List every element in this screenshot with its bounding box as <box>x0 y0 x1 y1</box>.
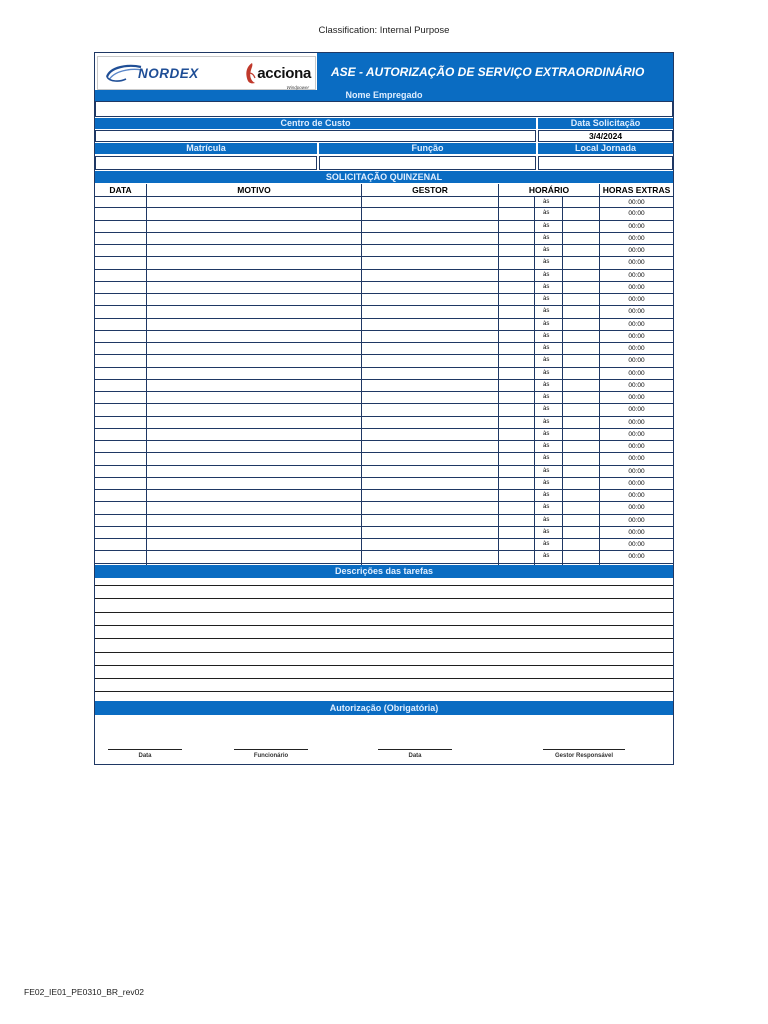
table-row <box>95 368 673 380</box>
data-cell[interactable] <box>95 233 147 244</box>
data-solicitacao-label: Data Solicitação <box>538 118 673 129</box>
data-cell[interactable] <box>95 294 147 305</box>
horas-extras-cell: 00:00 <box>628 271 645 279</box>
data-cell[interactable] <box>95 392 147 403</box>
as-label: às <box>535 282 563 293</box>
horario-inicio-cell[interactable] <box>499 441 535 452</box>
horario-fim-cell[interactable] <box>563 490 600 501</box>
horas-extras-cell: 00:00 <box>628 222 645 230</box>
horas-extras-cell: 00:00 <box>628 406 645 414</box>
local-jornada-label: Local Jornada <box>538 143 673 154</box>
horario-inicio-cell[interactable] <box>499 233 535 244</box>
signature-gestor[interactable] <box>541 749 627 759</box>
gestor-cell[interactable] <box>362 221 499 232</box>
motivo-cell[interactable] <box>147 368 362 379</box>
motivo-cell[interactable] <box>147 490 362 501</box>
nome-empregado-label: Nome Empregado <box>95 90 673 101</box>
table-row <box>95 453 673 465</box>
table-row <box>95 306 673 318</box>
description-line <box>95 585 673 586</box>
horario-fim-cell[interactable] <box>563 282 600 293</box>
data-cell[interactable] <box>95 197 147 207</box>
as-label: às <box>535 319 563 330</box>
horario-inicio-cell[interactable] <box>499 380 535 391</box>
horario-inicio-cell[interactable] <box>499 368 535 379</box>
signature-data-2[interactable] <box>377 749 453 759</box>
signature-funcionario[interactable] <box>233 749 309 759</box>
horas-extras-cell: 00:00 <box>628 516 645 524</box>
horario-fim-cell[interactable] <box>563 331 600 342</box>
as-label: às <box>535 527 563 538</box>
col-motivo: MOTIVO <box>147 184 362 196</box>
horario-fim-cell[interactable] <box>563 355 600 366</box>
matricula-field[interactable] <box>95 156 317 170</box>
horario-inicio-cell[interactable] <box>499 466 535 477</box>
data-cell[interactable] <box>95 319 147 330</box>
data-cell[interactable] <box>95 355 147 366</box>
horario-fim-cell[interactable] <box>563 221 600 232</box>
data-cell[interactable] <box>95 466 147 477</box>
horario-fim-cell[interactable] <box>563 417 600 428</box>
gestor-cell[interactable] <box>362 270 499 281</box>
gestor-cell[interactable] <box>362 527 499 538</box>
horas-extras-cell: 00:00 <box>628 320 645 328</box>
gestor-cell[interactable] <box>362 539 499 550</box>
horario-inicio-cell[interactable] <box>499 478 535 489</box>
col-gestor: GESTOR <box>362 184 499 196</box>
table-row <box>95 466 673 478</box>
data-cell[interactable] <box>95 245 147 256</box>
horario-fim-cell[interactable] <box>563 245 600 256</box>
horas-extras-cell: 00:00 <box>628 357 645 365</box>
horas-extras-cell: 00:00 <box>628 296 645 303</box>
horario-fim-cell[interactable] <box>563 392 600 403</box>
table-row <box>95 282 673 294</box>
horario-inicio-cell[interactable] <box>499 417 535 428</box>
motivo-cell[interactable] <box>147 404 362 415</box>
as-label: às <box>535 197 563 207</box>
table-row <box>95 221 673 233</box>
centro-custo-field[interactable] <box>95 130 536 142</box>
data-cell[interactable] <box>95 417 147 428</box>
overtime-table <box>95 196 673 576</box>
data-cell[interactable] <box>95 429 147 440</box>
gestor-cell[interactable] <box>362 368 499 379</box>
horario-fim-cell[interactable] <box>563 270 600 281</box>
table-row <box>95 294 673 306</box>
horario-fim-cell[interactable] <box>563 306 600 317</box>
as-label: às <box>535 245 563 256</box>
horario-inicio-cell[interactable] <box>499 245 535 256</box>
as-label: às <box>535 294 563 305</box>
as-label: às <box>535 343 563 354</box>
description-line <box>95 612 673 613</box>
motivo-cell[interactable] <box>147 319 362 330</box>
motivo-cell[interactable] <box>147 331 362 342</box>
description-line <box>95 652 673 653</box>
horas-extras-cell: 00:00 <box>628 418 645 426</box>
gestor-cell[interactable] <box>362 355 499 366</box>
description-line <box>95 665 673 666</box>
as-label: às <box>535 539 563 550</box>
description-line <box>95 691 673 692</box>
table-row <box>95 233 673 245</box>
table-row <box>95 196 673 208</box>
motivo-cell[interactable] <box>147 515 362 526</box>
signature-label: Funcionário <box>253 753 289 759</box>
horas-extras-cell: 00:00 <box>628 345 645 352</box>
motivo-cell[interactable] <box>147 245 362 256</box>
funcao-field[interactable] <box>319 156 536 170</box>
data-cell[interactable] <box>95 306 147 317</box>
gestor-cell[interactable] <box>362 294 499 305</box>
motivo-cell[interactable] <box>147 197 362 207</box>
motivo-cell[interactable] <box>147 417 362 428</box>
table-row <box>95 417 673 429</box>
table-row <box>95 245 673 257</box>
as-label: às <box>535 441 563 452</box>
gestor-cell[interactable] <box>362 331 499 342</box>
horario-inicio-cell[interactable] <box>499 331 535 342</box>
autorizacao-label: Autorização (Obrigatória) <box>95 701 673 715</box>
gestor-cell[interactable] <box>362 441 499 452</box>
table-row <box>95 527 673 539</box>
col-data: DATA <box>95 184 147 196</box>
as-label: às <box>535 221 563 232</box>
horario-fim-cell[interactable] <box>563 429 600 440</box>
horario-fim-cell[interactable] <box>563 380 600 391</box>
horario-fim-cell[interactable] <box>563 294 600 305</box>
data-cell[interactable] <box>95 221 147 232</box>
motivo-cell[interactable] <box>147 441 362 452</box>
motivo-cell[interactable] <box>147 221 362 232</box>
gestor-cell[interactable] <box>362 392 499 403</box>
horas-extras-cell: 00:00 <box>628 455 645 463</box>
description-line <box>95 625 673 626</box>
description-line <box>95 678 673 679</box>
gestor-cell[interactable] <box>362 208 499 219</box>
data-cell[interactable] <box>95 441 147 452</box>
as-label: às <box>535 466 563 477</box>
data-cell[interactable] <box>95 282 147 293</box>
data-cell[interactable] <box>95 331 147 342</box>
horario-inicio-cell[interactable] <box>499 319 535 330</box>
horas-extras-cell: 00:00 <box>628 394 645 401</box>
classification-label: Classification: Internal Purpose <box>318 25 450 36</box>
horario-inicio-cell[interactable] <box>499 306 535 317</box>
data-cell[interactable] <box>95 478 147 489</box>
table-header <box>95 184 673 196</box>
data-cell[interactable] <box>95 404 147 415</box>
description-line <box>95 598 673 599</box>
acciona-subtitle: Windpower <box>286 85 309 90</box>
as-label: às <box>535 257 563 268</box>
horario-fim-cell[interactable] <box>563 466 600 477</box>
motivo-cell[interactable] <box>147 294 362 305</box>
as-label: às <box>535 233 563 244</box>
horas-extras-cell: 00:00 <box>628 259 645 267</box>
horario-fim-cell[interactable] <box>563 527 600 538</box>
horario-inicio-cell[interactable] <box>499 343 535 354</box>
motivo-cell[interactable] <box>147 429 362 440</box>
horario-inicio-cell[interactable] <box>499 453 535 464</box>
as-label: às <box>535 270 563 281</box>
document-code: FE02_IE01_PE0310_BR_rev02 <box>24 987 145 997</box>
motivo-cell[interactable] <box>147 343 362 354</box>
horario-fim-cell[interactable] <box>563 441 600 452</box>
form-title: ASE - AUTORIZAÇÃO DE SERVIÇO EXTRAORDINÁRIO <box>317 53 673 90</box>
horas-extras-cell: 00:00 <box>628 541 645 548</box>
as-label: às <box>535 429 563 440</box>
data-cell[interactable] <box>95 368 147 379</box>
horas-extras-cell: 00:00 <box>628 283 645 291</box>
motivo-cell[interactable] <box>147 539 362 550</box>
horas-extras-cell: 00:00 <box>628 332 645 340</box>
nome-empregado-field[interactable] <box>95 101 673 117</box>
table-row <box>95 539 673 551</box>
motivo-cell[interactable] <box>147 282 362 293</box>
data-cell[interactable] <box>95 453 147 464</box>
horario-fim-cell[interactable] <box>563 257 600 268</box>
table-row <box>95 380 673 392</box>
table-row <box>95 515 673 527</box>
table-row <box>95 429 673 441</box>
col-horas-extras: HORAS EXTRAS <box>602 185 671 195</box>
horario-inicio-cell[interactable] <box>499 502 535 513</box>
as-label: às <box>535 551 563 562</box>
centro-custo-label: Centro de Custo <box>95 118 536 129</box>
as-label: às <box>535 404 563 415</box>
as-label: às <box>535 392 563 403</box>
horario-fim-cell[interactable] <box>563 551 600 562</box>
horario-inicio-cell[interactable] <box>499 221 535 232</box>
motivo-cell[interactable] <box>147 392 362 403</box>
gestor-cell[interactable] <box>362 429 499 440</box>
gestor-cell[interactable] <box>362 502 499 513</box>
data-cell[interactable] <box>95 270 147 281</box>
gestor-cell[interactable] <box>362 380 499 391</box>
col-horario: HORÁRIO <box>499 184 600 196</box>
as-label: às <box>535 208 563 219</box>
motivo-cell[interactable] <box>147 355 362 366</box>
horario-inicio-cell[interactable] <box>499 490 535 501</box>
gestor-cell[interactable] <box>362 233 499 244</box>
ase-form <box>94 52 674 765</box>
horario-inicio-cell[interactable] <box>499 404 535 415</box>
horario-inicio-cell[interactable] <box>499 429 535 440</box>
horario-fim-cell[interactable] <box>563 343 600 354</box>
motivo-cell[interactable] <box>147 208 362 219</box>
horario-fim-cell[interactable] <box>563 478 600 489</box>
table-row <box>95 478 673 490</box>
horario-fim-cell[interactable] <box>563 319 600 330</box>
as-label: às <box>535 490 563 501</box>
as-label: às <box>535 478 563 489</box>
nordex-logo <box>104 57 199 89</box>
table-row <box>95 208 673 220</box>
horario-fim-cell[interactable] <box>563 539 600 550</box>
horas-extras-cell: 00:00 <box>628 467 645 475</box>
data-cell[interactable] <box>95 343 147 354</box>
description-line <box>95 638 673 639</box>
horario-inicio-cell[interactable] <box>499 355 535 366</box>
motivo-cell[interactable] <box>147 466 362 477</box>
gestor-cell[interactable] <box>362 515 499 526</box>
as-label: às <box>535 355 563 366</box>
motivo-cell[interactable] <box>147 257 362 268</box>
gestor-cell[interactable] <box>362 319 499 330</box>
horario-fim-cell[interactable] <box>563 515 600 526</box>
horario-inicio-cell[interactable] <box>499 270 535 281</box>
gestor-cell[interactable] <box>362 551 499 562</box>
table-row <box>95 551 673 563</box>
gestor-cell[interactable] <box>362 490 499 501</box>
horas-extras-cell: 00:00 <box>628 504 645 512</box>
horas-extras-cell: 00:00 <box>628 381 645 389</box>
horario-inicio-cell[interactable] <box>499 282 535 293</box>
gestor-cell[interactable] <box>362 466 499 477</box>
data-cell[interactable] <box>95 539 147 550</box>
form-header <box>95 53 673 90</box>
as-label: às <box>535 306 563 317</box>
descricoes-label: Descrições das tarefas <box>95 565 673 578</box>
motivo-cell[interactable] <box>147 270 362 281</box>
horas-extras-cell: 00:00 <box>628 199 645 206</box>
table-row <box>95 355 673 367</box>
gestor-cell[interactable] <box>362 306 499 317</box>
motivo-cell[interactable] <box>147 502 362 513</box>
horas-extras-cell: 00:00 <box>628 247 645 254</box>
horas-extras-cell: 00:00 <box>628 443 645 450</box>
horario-inicio-cell[interactable] <box>499 515 535 526</box>
horario-inicio-cell[interactable] <box>499 539 535 550</box>
horas-extras-cell: 00:00 <box>628 528 645 536</box>
autorizacao-area <box>95 715 673 765</box>
horario-fim-cell[interactable] <box>563 368 600 379</box>
descricoes-area[interactable] <box>95 579 673 702</box>
gestor-cell[interactable] <box>362 404 499 415</box>
local-jornada-field[interactable] <box>538 156 673 170</box>
horario-inicio-cell[interactable] <box>499 527 535 538</box>
motivo-cell[interactable] <box>147 306 362 317</box>
horario-inicio-cell[interactable] <box>499 294 535 305</box>
data-cell[interactable] <box>95 208 147 219</box>
horas-extras-cell: 00:00 <box>628 553 645 561</box>
motivo-cell[interactable] <box>147 233 362 244</box>
horario-fim-cell[interactable] <box>563 453 600 464</box>
table-row <box>95 270 673 282</box>
signature-data-1[interactable] <box>107 749 183 759</box>
motivo-cell[interactable] <box>147 380 362 391</box>
gestor-cell[interactable] <box>362 197 499 207</box>
acciona-logo <box>243 61 311 90</box>
horario-inicio-cell[interactable] <box>499 257 535 268</box>
horas-extras-cell: 00:00 <box>628 492 645 499</box>
as-label: às <box>535 368 563 379</box>
table-row <box>95 490 673 502</box>
table-row <box>95 257 673 269</box>
data-cell[interactable] <box>95 257 147 268</box>
as-label: às <box>535 515 563 526</box>
horas-extras-cell: 00:00 <box>628 369 645 377</box>
table-row <box>95 441 673 453</box>
horario-fim-cell[interactable] <box>563 233 600 244</box>
horas-extras-cell: 00:00 <box>628 308 645 316</box>
horario-fim-cell[interactable] <box>563 208 600 219</box>
table-row <box>95 404 673 416</box>
gestor-cell[interactable] <box>362 282 499 293</box>
horas-extras-cell: 00:00 <box>628 430 645 438</box>
data-cell[interactable] <box>95 551 147 562</box>
horario-inicio-cell[interactable] <box>499 551 535 562</box>
nordex-wordmark: NORDEX <box>138 65 199 81</box>
motivo-cell[interactable] <box>147 551 362 562</box>
acciona-wordmark: acciona <box>257 64 311 82</box>
table-row <box>95 502 673 514</box>
horario-inicio-cell[interactable] <box>499 208 535 219</box>
gestor-cell[interactable] <box>362 245 499 256</box>
horario-inicio-cell[interactable] <box>499 392 535 403</box>
as-label: às <box>535 502 563 513</box>
table-row <box>95 392 673 404</box>
funcao-label: Função <box>319 143 536 154</box>
as-label: às <box>535 331 563 342</box>
horario-fim-cell[interactable] <box>563 197 600 207</box>
as-label: às <box>535 380 563 391</box>
signature-label: Data <box>138 753 152 759</box>
horario-inicio-cell[interactable] <box>499 197 535 207</box>
signature-label: Gestor Responsável <box>554 753 614 759</box>
data-cell[interactable] <box>95 380 147 391</box>
horario-fim-cell[interactable] <box>563 502 600 513</box>
motivo-cell[interactable] <box>147 453 362 464</box>
solicitacao-quinzenal-label: SOLICITAÇÃO QUINZENAL <box>95 171 673 183</box>
acciona-leaf-icon <box>243 61 257 85</box>
logo-box <box>97 56 316 90</box>
table-row <box>95 331 673 343</box>
as-label: às <box>535 417 563 428</box>
signature-label: Data <box>408 753 422 759</box>
gestor-cell[interactable] <box>362 343 499 354</box>
horario-fim-cell[interactable] <box>563 404 600 415</box>
motivo-cell[interactable] <box>147 478 362 489</box>
matricula-label: Matrícula <box>95 143 317 154</box>
gestor-cell[interactable] <box>362 257 499 268</box>
table-row <box>95 319 673 331</box>
gestor-cell[interactable] <box>362 478 499 489</box>
data-cell[interactable] <box>95 515 147 526</box>
motivo-cell[interactable] <box>147 527 362 538</box>
gestor-cell[interactable] <box>362 417 499 428</box>
data-solicitacao-field[interactable]: 3/4/2024 <box>538 130 673 142</box>
data-cell[interactable] <box>95 527 147 538</box>
horas-extras-cell: 00:00 <box>628 210 645 218</box>
gestor-cell[interactable] <box>362 453 499 464</box>
horas-extras-cell: 00:00 <box>628 234 645 242</box>
data-cell[interactable] <box>95 502 147 513</box>
horas-extras-cell: 00:00 <box>628 479 645 487</box>
as-label: às <box>535 453 563 464</box>
data-cell[interactable] <box>95 490 147 501</box>
table-row <box>95 343 673 355</box>
